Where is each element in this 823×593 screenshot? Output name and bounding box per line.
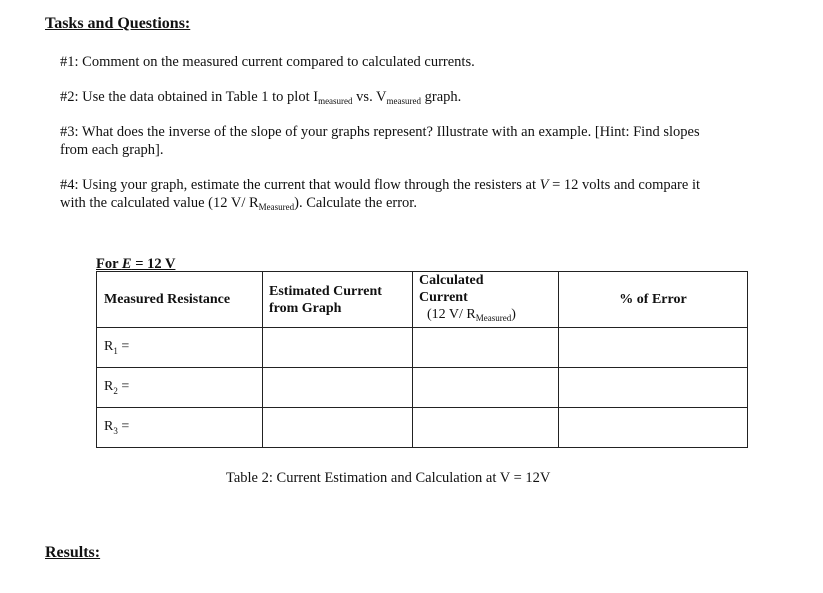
q4-text-d: ). Calculate the error.: [294, 195, 417, 211]
for-e-var: E: [121, 256, 132, 272]
q2-text-b: vs. V: [352, 89, 387, 105]
r-letter: R: [104, 419, 114, 435]
table-row: [97, 408, 748, 448]
error-cell[interactable]: [559, 368, 748, 408]
results-heading: Results:: [45, 544, 101, 561]
q2-sub-b: measured: [386, 96, 422, 106]
calculated-line-1: Calculated: [419, 273, 484, 288]
for-e-post: = 12 V: [131, 256, 176, 272]
for-e-pre: For: [96, 256, 122, 272]
header-calculated-current: [413, 272, 559, 328]
header-estimated-current: [263, 272, 413, 328]
estimated-line-2: from Graph: [269, 300, 342, 316]
q3-line-2: from each graph].: [60, 142, 164, 158]
r-subscript: 2: [113, 385, 118, 396]
calc-formula-sub: Measured: [475, 313, 512, 323]
row-label: [97, 408, 263, 448]
table-row: [97, 368, 748, 408]
r-subscript: 3: [113, 425, 118, 436]
q4-var-v: V: [539, 177, 549, 193]
q2-text-c: graph.: [421, 89, 462, 105]
error-cell[interactable]: [559, 408, 748, 448]
q3-line-1: #3: What does the inverse of the slope of your graphs represent? Illustrate with an example. [Hint: Find slopes: [60, 124, 700, 140]
table-caption: Table 2: Current Estimation and Calculation at V = 12V: [226, 470, 551, 486]
r-subscript: 1: [113, 345, 118, 356]
r-letter: R: [104, 379, 114, 395]
r-equals: =: [117, 379, 130, 395]
results-table: [96, 271, 748, 448]
calculated-cell[interactable]: [413, 368, 559, 408]
q4-sub: Measured: [258, 202, 295, 212]
calculated-line-2: Current: [419, 290, 468, 305]
calc-formula-pre: (12 V/ R: [427, 307, 476, 322]
q2-sub-a: measured: [318, 96, 353, 106]
table-row: [97, 328, 748, 368]
tasks-heading: Tasks and Questions:: [45, 15, 191, 32]
question-2: [60, 88, 461, 110]
calculated-cell[interactable]: [413, 328, 559, 368]
header-measured-resistance: Measured Resistance: [97, 272, 263, 328]
error-cell[interactable]: [559, 328, 748, 368]
row-label: [97, 368, 263, 408]
calc-formula-post: ): [511, 307, 516, 322]
question-1: #1: Comment on the measured current compared to calculated currents.: [60, 54, 475, 70]
q4-text-c: with the calculated value (12 V/ R: [60, 195, 259, 211]
r-equals: =: [117, 419, 130, 435]
q4-line-2: [60, 194, 780, 216]
question-4: [60, 176, 780, 216]
estimated-cell[interactable]: [263, 328, 413, 368]
calculated-line-3: [419, 306, 558, 327]
calculated-cell[interactable]: [413, 408, 559, 448]
estimated-line-1: Estimated Current: [269, 283, 382, 299]
q4-text-b: = 12 volts and compare it: [548, 177, 701, 193]
q4-line-1: [60, 176, 780, 194]
question-3: [60, 123, 780, 159]
q2-text-a: #2: Use the data obtained in Table 1 to plot I: [60, 89, 319, 105]
row-label: [97, 328, 263, 368]
r-letter: R: [104, 339, 114, 355]
estimated-cell[interactable]: [263, 368, 413, 408]
estimated-cell[interactable]: [263, 408, 413, 448]
q4-text-a: #4: Using your graph, estimate the current that would flow through the resisters at: [60, 177, 540, 193]
header-percent-error: % of Error: [559, 272, 748, 328]
table-header-row: [97, 272, 748, 328]
r-equals: =: [117, 339, 130, 355]
